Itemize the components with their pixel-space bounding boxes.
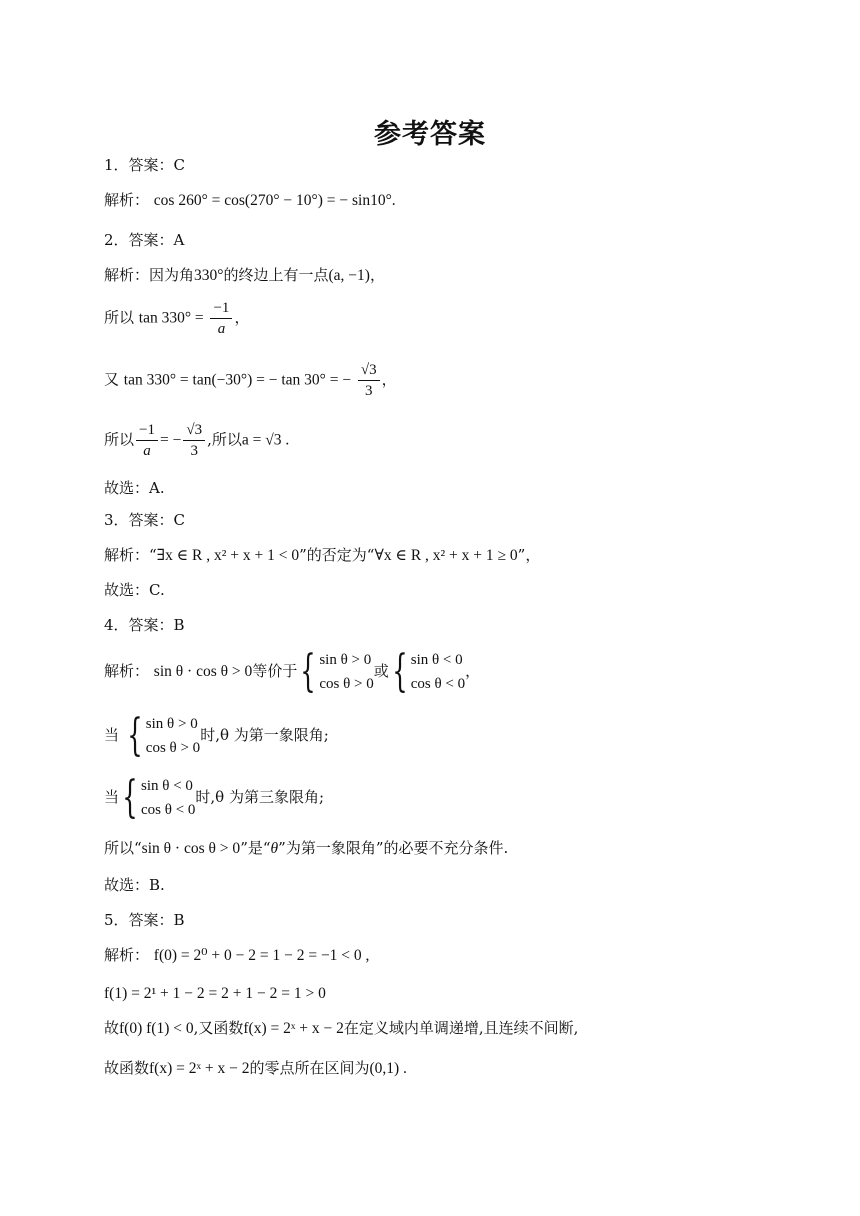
q2-line3-end: ，	[381, 370, 397, 389]
q3-mid: ”的否定为“	[299, 546, 375, 564]
q4-concl-end: ”为第一象限角”的必要不充分条件.	[278, 839, 509, 857]
q4-concl-cond: sin θ · cos θ > 0	[141, 840, 241, 857]
fraction-denominator: a	[143, 443, 151, 459]
q4-when1-case	[146, 712, 200, 760]
q5-line3	[104, 1018, 578, 1039]
q3-analysis	[104, 545, 540, 566]
q4-when-label: 当	[104, 788, 120, 806]
fraction-numerator: −1	[210, 298, 232, 319]
case-line: sin θ < 0	[410, 652, 463, 668]
q4-when-label: 当	[104, 726, 120, 744]
q3-answer: 3．答案：C	[104, 511, 186, 529]
q4-answer: 4．答案：B	[104, 616, 185, 634]
case-line: cos θ < 0	[410, 676, 466, 692]
q5-l3-prefix: 故	[104, 1019, 120, 1037]
case-line: sin θ > 0	[319, 652, 372, 668]
q2-angle: 330°	[194, 267, 224, 284]
q2-line2	[104, 298, 249, 339]
q2-line4-result: a = √3 .	[241, 431, 290, 449]
q5-prefix: 解析：	[104, 946, 150, 964]
q1-answer: 1．答案：C	[104, 156, 186, 174]
analysis-label: 解析：	[104, 191, 150, 209]
fraction-denominator: 3	[190, 443, 198, 459]
q2-line3	[104, 360, 397, 401]
q1-formula: cos 260° = cos(270° − 10°) = − sin10°.	[153, 192, 396, 209]
q5-l4-mid: 的零点所在区间为	[249, 1059, 370, 1077]
q5-l4-prefix: 故函数	[104, 1059, 150, 1077]
case-line: sin θ < 0	[141, 778, 193, 794]
q5-l3-end: 在定义域内单调递增,且连续不间断,	[343, 1019, 579, 1037]
q5-l4-function: f(x) = 2ˣ + x − 2	[149, 1060, 250, 1077]
case-line: cos θ > 0	[319, 676, 374, 692]
case-line: sin θ > 0	[145, 716, 198, 732]
q2-line4-eq: = −	[159, 431, 182, 449]
q4-analysis	[104, 648, 480, 696]
q2-line4-fraction1	[136, 420, 158, 461]
q4-case2	[411, 648, 465, 696]
q4-when2-text: 时,θ 为第三象限角;	[195, 788, 325, 806]
q3-end: ”，	[517, 546, 541, 564]
q2-line3-formula: tan 330° = tan(−30°) = − tan 30° = −	[123, 371, 352, 389]
q4-case1	[319, 648, 373, 696]
q2-line4-fraction2	[183, 420, 205, 461]
case-line: cos θ > 0	[145, 740, 201, 756]
q3-prefix: 解析：“	[104, 546, 157, 564]
brace-icon: {	[300, 646, 317, 697]
q4-when2-case	[141, 774, 195, 822]
q2-answer: 2．答案：A	[104, 231, 185, 249]
q4-choice: 故选：B.	[104, 876, 165, 894]
q5-l3-mid: ,又函数	[193, 1019, 244, 1037]
fraction-numerator: −1	[136, 420, 158, 441]
q4-prefix: 解析：	[104, 662, 150, 680]
q2-point: (a, −1)	[328, 267, 370, 284]
q2-line4-prefix: 所以	[104, 430, 135, 449]
q3-negation: ∀x ∈ R , x² + x + 1 ≥ 0	[374, 547, 518, 564]
q4-when1-text: 时,θ 为第一象限角;	[200, 726, 329, 744]
q5-line1	[104, 945, 369, 966]
case-line: cos θ < 0	[141, 802, 196, 818]
q4-conclusion	[104, 838, 508, 859]
brace-icon: {	[122, 772, 138, 823]
q2-line1-prefix: 解析：因为角	[104, 266, 195, 284]
q5-l3-product: f(0) f(1) < 0	[119, 1020, 194, 1037]
page-title: 参考答案	[374, 119, 486, 150]
q4-concl-theta: θ	[270, 840, 279, 857]
fraction-numerator: √3	[358, 360, 380, 381]
q2-line2-prefix: 所以	[104, 308, 135, 327]
q5-l3-function: f(x) = 2ˣ + x − 2	[243, 1020, 344, 1037]
q2-line4	[104, 420, 289, 461]
q2-choice: 故选：A.	[104, 479, 165, 497]
q4-concl-prefix: 所以“	[104, 839, 142, 857]
q5-line2	[104, 983, 326, 1004]
q1-analysis	[104, 190, 396, 211]
q2-line2-lhs: tan 330° =	[138, 309, 204, 327]
q5-l4-interval: (0,1) .	[369, 1060, 407, 1077]
q4-concl-mid: ”是“	[240, 839, 271, 857]
brace-icon: {	[392, 646, 408, 697]
q4-condition: sin θ · cos θ > 0	[153, 663, 253, 680]
q2-line3-prefix: 又	[104, 370, 120, 389]
q5-line4	[104, 1058, 407, 1079]
q5-f0: f(0) = 2⁰ + 0 − 2 = 1 − 2 = −1 < 0 ,	[153, 947, 370, 964]
q4-comma: ，	[465, 662, 481, 680]
q4-when1	[104, 712, 329, 760]
brace-icon: {	[127, 710, 143, 761]
q4-equiv: 等价于	[252, 662, 298, 680]
q4-or: 或	[373, 662, 389, 680]
fraction-denominator: 3	[365, 383, 373, 399]
q3-statement: ∃x ∈ R , x² + x + 1 < 0	[156, 547, 300, 564]
fraction-denominator: a	[217, 321, 226, 337]
q2-line2-fraction	[210, 298, 232, 339]
q2-line1	[104, 265, 385, 286]
q5-f1: f(1) = 2¹ + 1 − 2 = 2 + 1 − 2 = 1 > 0	[104, 985, 326, 1002]
fraction-numerator: √3	[183, 420, 205, 441]
q2-line3-fraction	[358, 360, 380, 401]
q2-line1-mid: 的终边上有一点	[223, 266, 329, 284]
q4-when2	[104, 774, 324, 822]
q2-line1-end: ，	[369, 266, 385, 284]
q5-answer: 5．答案：B	[104, 911, 185, 929]
q2-line2-end: ，	[234, 308, 250, 327]
q3-choice: 故选：C.	[104, 581, 165, 599]
q2-line4-mid: ,所以	[207, 430, 242, 449]
